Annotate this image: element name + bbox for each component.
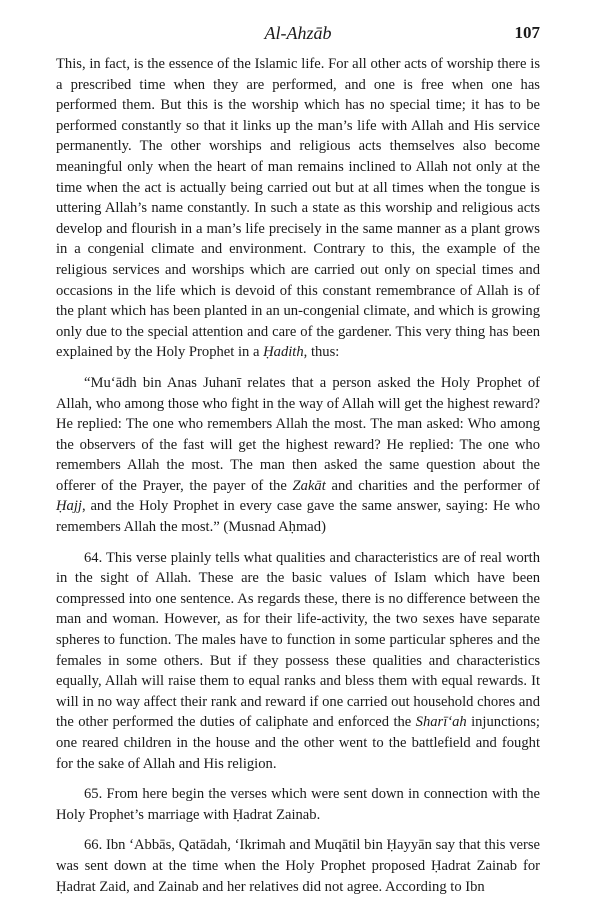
- paragraph-note-65: [56, 784, 540, 825]
- paragraph-note-66: [56, 835, 540, 897]
- text-run: 64. This verse plainly tells what qualities and characteristics are of real worth in the sight of Allah. These are the basic values of Islam which have been compressed into one sentence. As regards these, there is no difference between the man and woman. However, as for their life-activity, the two sexes have separate spheres to function. The males have to function in some particular spheres and the females in some others. But if they possess these qualities and characteristics equally, Allah will raise them to equal ranks and bless them with equal rewards. It will in no way affect their rank and reward if one carried out household chores and the other performed the duties of caliphate and enforced the: [56, 549, 540, 731]
- italic-term-zakat: Zakāt: [292, 477, 326, 494]
- paragraph-note-64: [56, 548, 540, 775]
- text-run: This, in fact, is the essence of the Islamic life. For all other acts of worship there is a prescribed time when they are performed, and one is free when one has performed them. But this is the worship which has no special time; it has to be performed constantly so that it links up the man’s life with Allah and His service permanently. The other worships and religious acts themselves also become meaningful only when the heart of man remains inclined to Allah not only at the time when the act is actually being carried out but at all times when the tongue is uttering Allah’s name constantly. In such a state as this worship and religious acts develop and flourish in a man’s life precisely in the same manner as a plant grows in a congenial climate and environment. Contrary to this, the example of the religious services and worships which are carried out only on special times and occasions in the life which is devoid of this constant remembrance of Allah is of the plant which has been planted in an un-congenial climate, and which is growing only due to the special attention and care of the gardener. This very thing has been explained by the Holy Prophet in a: [56, 56, 540, 361]
- page-header: [56, 22, 540, 48]
- italic-term-hajj: Ḥajj: [56, 498, 82, 515]
- text-run: , thus:: [303, 344, 340, 361]
- paragraph-hadith-quote: [56, 373, 540, 538]
- text-run: 66. Ibn ‘Abbās, Qatādah, ‘Ikrimah and Muqātil bin Ḥayyān say that this verse was sent down at the time when the Holy Prophet proposed Ḥadrat Zainab for Ḥadrat Zaid, and Zainab and her relatives did not agree. According to Ibn: [56, 837, 540, 895]
- paragraph-essence: [56, 54, 540, 363]
- page-number: 107: [514, 23, 540, 42]
- text-run: , and the Holy Prophet in every case gave the same answer, saying: He who remembers Allah the most.” (Musnad Aḥmad): [56, 498, 540, 536]
- body-text: [56, 54, 540, 897]
- text-run: and charities and the performer of: [325, 477, 540, 494]
- text-run: “Mu‘ādh bin Anas Juhanī relates that a person asked the Holy Prophet of Allah, who among those who fight in the way of Allah will get the highest reward? He replied: The one who remembers Allah the most. The man asked: Who among the observers of the fast will get the highest reward? He replied: The one who remembers Allah the most. The man then asked the same question about the offerer of the Prayer, the payer of the: [56, 374, 540, 494]
- text-run: 65. From here begin the verses which were sent down in connection with the Holy Prophet’s marriage with Ḥadrat Zainab.: [56, 786, 540, 823]
- italic-term-hadith: Ḥadith: [263, 344, 304, 361]
- text-run: injunctions; one reared children in the house and the other went to the battlefield and fought for the sake of Allah and His religion.: [56, 714, 540, 772]
- running-title: Al-Ahzāb: [264, 23, 332, 43]
- italic-term-shariah: Sharī‘ah: [415, 714, 467, 731]
